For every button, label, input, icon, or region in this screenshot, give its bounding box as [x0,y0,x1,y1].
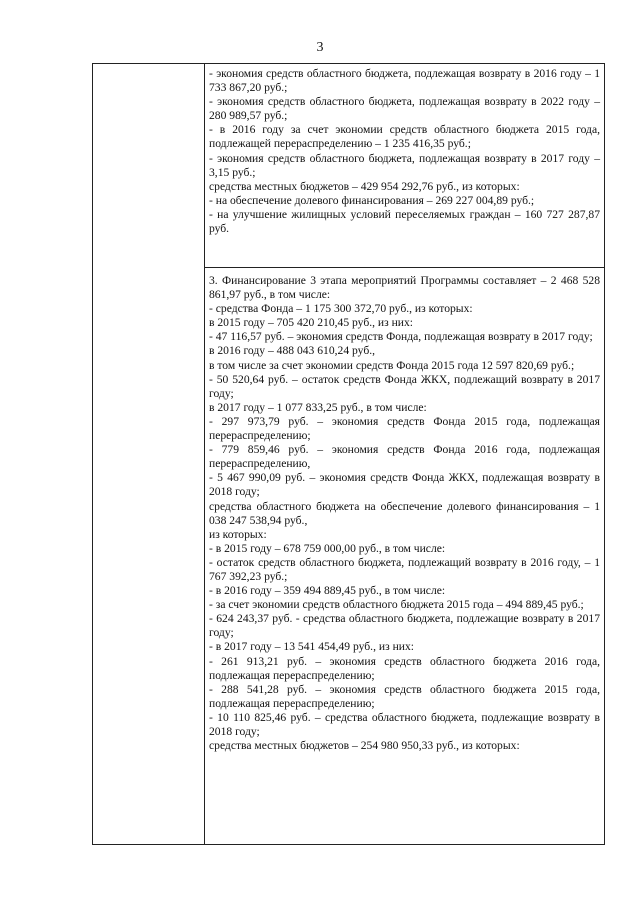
table-left-column [93,64,205,844]
paragraph: - в 2015 году – 678 759 000,00 руб., в том числе: [209,541,446,555]
paragraph: - на улучшение жилищных условий переселяемых граждан – 160 727 287,87 руб. [209,207,600,236]
paragraph: - 779 859,46 руб. – экономия средств Фонда 2016 года, подлежащая перераспределению, [209,443,600,471]
funding-stage-3-cell [209,274,600,753]
paragraph: - экономия средств областного бюджета, подлежащая возврату в 2017 году – 3,15 руб.; [209,151,600,179]
paragraph: - 297 973,79 руб. – экономия средств Фонда 2015 года, подлежащая перераспределению; [209,414,600,443]
paragraph: - 10 110 825,46 руб. – средства областного бюджета, подлежащие возврату в 2018 году; [209,710,600,738]
paragraph: из которых: [209,527,267,541]
paragraph: - на обеспечение долевого финансирования – 269 227 004,89 руб.; [209,193,535,207]
paragraph: - 50 520,64 руб. – остаток средств Фонда ЖКХ, подлежащий возврату в 2017 году; [209,372,600,400]
paragraph: в 2016 году – 488 043 610,24 руб., [209,344,376,358]
paragraph: - в 2017 году – 13 541 454,49 руб., из них: [209,640,414,654]
paragraph: в 2015 году – 705 420 210,45 руб., из них: [209,316,414,330]
page-number: 3 [316,40,324,55]
program-table [92,63,605,845]
paragraph: в 2017 году – 1 077 833,25 руб., в том числе: [209,400,427,414]
paragraph: - в 2016 году – 359 494 889,45 руб., в том числе: [209,584,446,598]
paragraph: в том числе за счет экономии средств Фонда 2015 года 12 597 820,69 руб.; [209,358,575,372]
table-right-column [205,64,604,844]
paragraph: - за счет экономии средств областного бюджета 2015 года – 494 889,45 руб.; [209,598,584,612]
paragraph: - средства Фонда – 1 175 300 372,70 руб., из которых: [209,302,473,316]
paragraph: средства местных бюджетов – 254 980 950,33 руб., из которых: [209,739,520,753]
paragraph: - 288 541,28 руб. – экономия средств областного бюджета 2015 года, подлежащая перераспределению; [209,682,600,710]
paragraph: - 261 913,21 руб. – экономия средств областного бюджета 2016 года, подлежащая перераспределению; [209,654,600,682]
paragraph: - экономия средств областного бюджета, подлежащая возврату в 2022 году – 280 989,57 руб.; [209,95,600,123]
paragraph: - 47 116,57 руб. – экономия средств Фонда, подлежащая возврату в 2017 году; [209,330,593,344]
paragraph: средства местных бюджетов – 429 954 292,76 руб., из которых: [209,179,520,193]
paragraph: - остаток средств областного бюджета, подлежащий возврату в 2016 году, – 1 767 392,23 руб.; [209,555,600,583]
paragraph: - 5 467 990,09 руб. – экономия средств Фонда ЖКХ, подлежащая возврату в 2018 году; [209,471,600,499]
paragraph: - 624 243,37 руб. - средства областного бюджета, подлежащие возврату в 2017 году; [209,612,600,640]
paragraph: 3. Финансирование 3 этапа мероприятий Программы составляет – 2 468 528 861,97 руб., в том числе: [209,274,600,302]
paragraph: - экономия средств областного бюджета, подлежащая возврату в 2016 году – 1 733 867,20 руб.; [209,67,600,95]
paragraph: - в 2016 году за счет экономии средств областного бюджета 2015 года, подлежащей перераспределению – 1 235 416,35 руб.; [209,123,600,151]
funding-cell-continued [209,67,600,236]
paragraph: средства областного бюджета на обеспечение долевого финансирования – 1 038 247 538,94 руб., [209,499,600,527]
